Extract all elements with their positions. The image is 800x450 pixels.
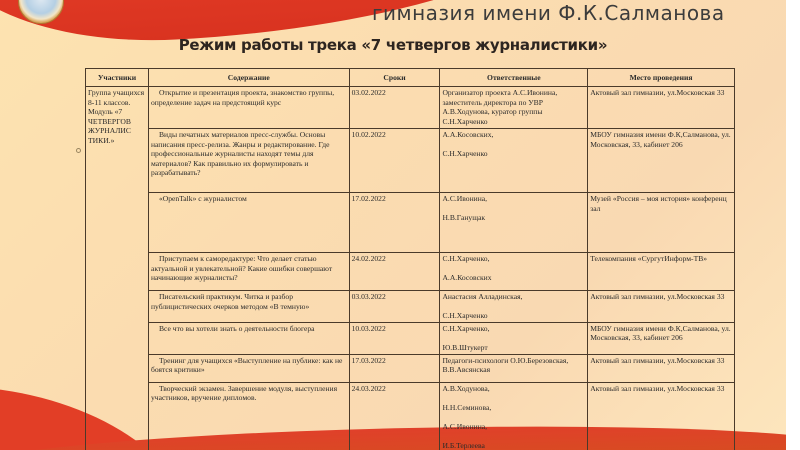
- place-cell: Телекомпания «СургутИнформ-ТВ»: [588, 253, 735, 291]
- date-cell: 17.03.2022: [349, 354, 440, 382]
- content-cell: Писательский практикум. Читка и разбор публицистических очерков методом «В темную»: [148, 291, 349, 323]
- responsible-cell: А.С.Ивонина, Н.В.Ганущак: [440, 193, 588, 253]
- table-row: [86, 291, 735, 323]
- table-row: [86, 322, 735, 354]
- content-cell: «OpenTalk» с журналистом: [148, 193, 349, 253]
- column-header-participants: Участники: [86, 69, 149, 87]
- table-row: [86, 253, 735, 291]
- place-cell: Актовый зал гимназии, ул.Московская 33: [588, 291, 735, 323]
- date-cell: 17.02.2022: [349, 193, 440, 253]
- date-cell: 03.02.2022: [349, 87, 440, 129]
- table-row: [86, 193, 735, 253]
- responsible-cell: А.В.Ходунова, Н.Н.Семинова, А.С.Ивонина, И.Б.Терлеева: [440, 382, 588, 450]
- responsible-cell: С.Н.Харченко, А.А.Косовских: [440, 253, 588, 291]
- place-cell: Актовый зал гимназии, ул.Московская 33: [588, 382, 735, 450]
- column-header-responsible: Ответственные: [440, 69, 588, 87]
- table-row: [86, 87, 735, 129]
- school-name: гимназия имени Ф.К.Салманова: [372, 1, 725, 25]
- place-cell: МБОУ гимназия имени Ф.К,Салманова, ул. Московская, 33, кабинет 206: [588, 129, 735, 193]
- content-cell: Виды печатных материалов пресс-службы. Основы написания пресс-релиза. Жанры и редактирование. Где профессиональные журналисты находят темы для материалов? Как правильно их формулировать и разрабатывать?: [148, 129, 349, 193]
- responsible-cell: Организатор проекта А.С.Ивонина, заместитель директора по УВР А.В.Ходунова, куратор группы С.Н.Харченко: [440, 87, 588, 129]
- column-header-dates: Сроки: [349, 69, 440, 87]
- date-cell: 24.03.2022: [349, 382, 440, 450]
- table-row: [86, 129, 735, 193]
- place-cell: Музей «Россия – моя история» конференц зал: [588, 193, 735, 253]
- content-cell: Творческий экзамен. Завершение модуля, выступления участников, вручение дипломов.: [148, 382, 349, 450]
- date-cell: 10.02.2022: [349, 129, 440, 193]
- table-row: [86, 382, 735, 450]
- responsible-cell: С.Н.Харченко, Ю.В.Штукерт: [440, 322, 588, 354]
- column-header-content: Содержание: [148, 69, 349, 87]
- responsible-cell: Анастасия Алладинская, С.Н.Харченко: [440, 291, 588, 323]
- place-cell: Актовый зал гимназии, ул.Московская 33: [588, 87, 735, 129]
- place-cell: МБОУ гимназия имени Ф.К,Салманова, ул. Московская, 33, кабинет 206: [588, 322, 735, 354]
- responsible-cell: А.А.Косовских, С.Н.Харченко: [440, 129, 588, 193]
- schedule-table: [85, 68, 735, 450]
- date-cell: 10.03.2022: [349, 322, 440, 354]
- participants-cell: Группа учащихся 8-11 классов. Модуль «7 ЧЕТВЕРГОВ ЖУРНАЛИС ТИКИ.»: [86, 87, 149, 450]
- column-header-place: Место проведения: [588, 69, 735, 87]
- content-cell: Все что вы хотели знать о деятельности блогера: [148, 322, 349, 354]
- responsible-cell: Педагоги-психологи О.Ю.Березовская, В.В.Авсянская: [440, 354, 588, 382]
- table-row: [86, 354, 735, 382]
- bullet-circle-icon: [76, 148, 81, 153]
- table-header-row: [86, 69, 735, 87]
- date-cell: 24.02.2022: [349, 253, 440, 291]
- page-title: Режим работы трека «7 четвергов журналистики»: [178, 36, 608, 54]
- content-cell: Тренинг для учащихся «Выступление на публике: как не боятся критики»: [148, 354, 349, 382]
- place-cell: Актовый зал гимназии, ул.Московская 33: [588, 354, 735, 382]
- date-cell: 03.03.2022: [349, 291, 440, 323]
- content-cell: Приступаем к саморедактуре: Что делает статью актуальной и увлекательной? Какие ошибки совершают начинающие журналисты?: [148, 253, 349, 291]
- content-cell: Открытие и презентация проекта, знакомство группы, определение задач на предстоящий курс: [148, 87, 349, 129]
